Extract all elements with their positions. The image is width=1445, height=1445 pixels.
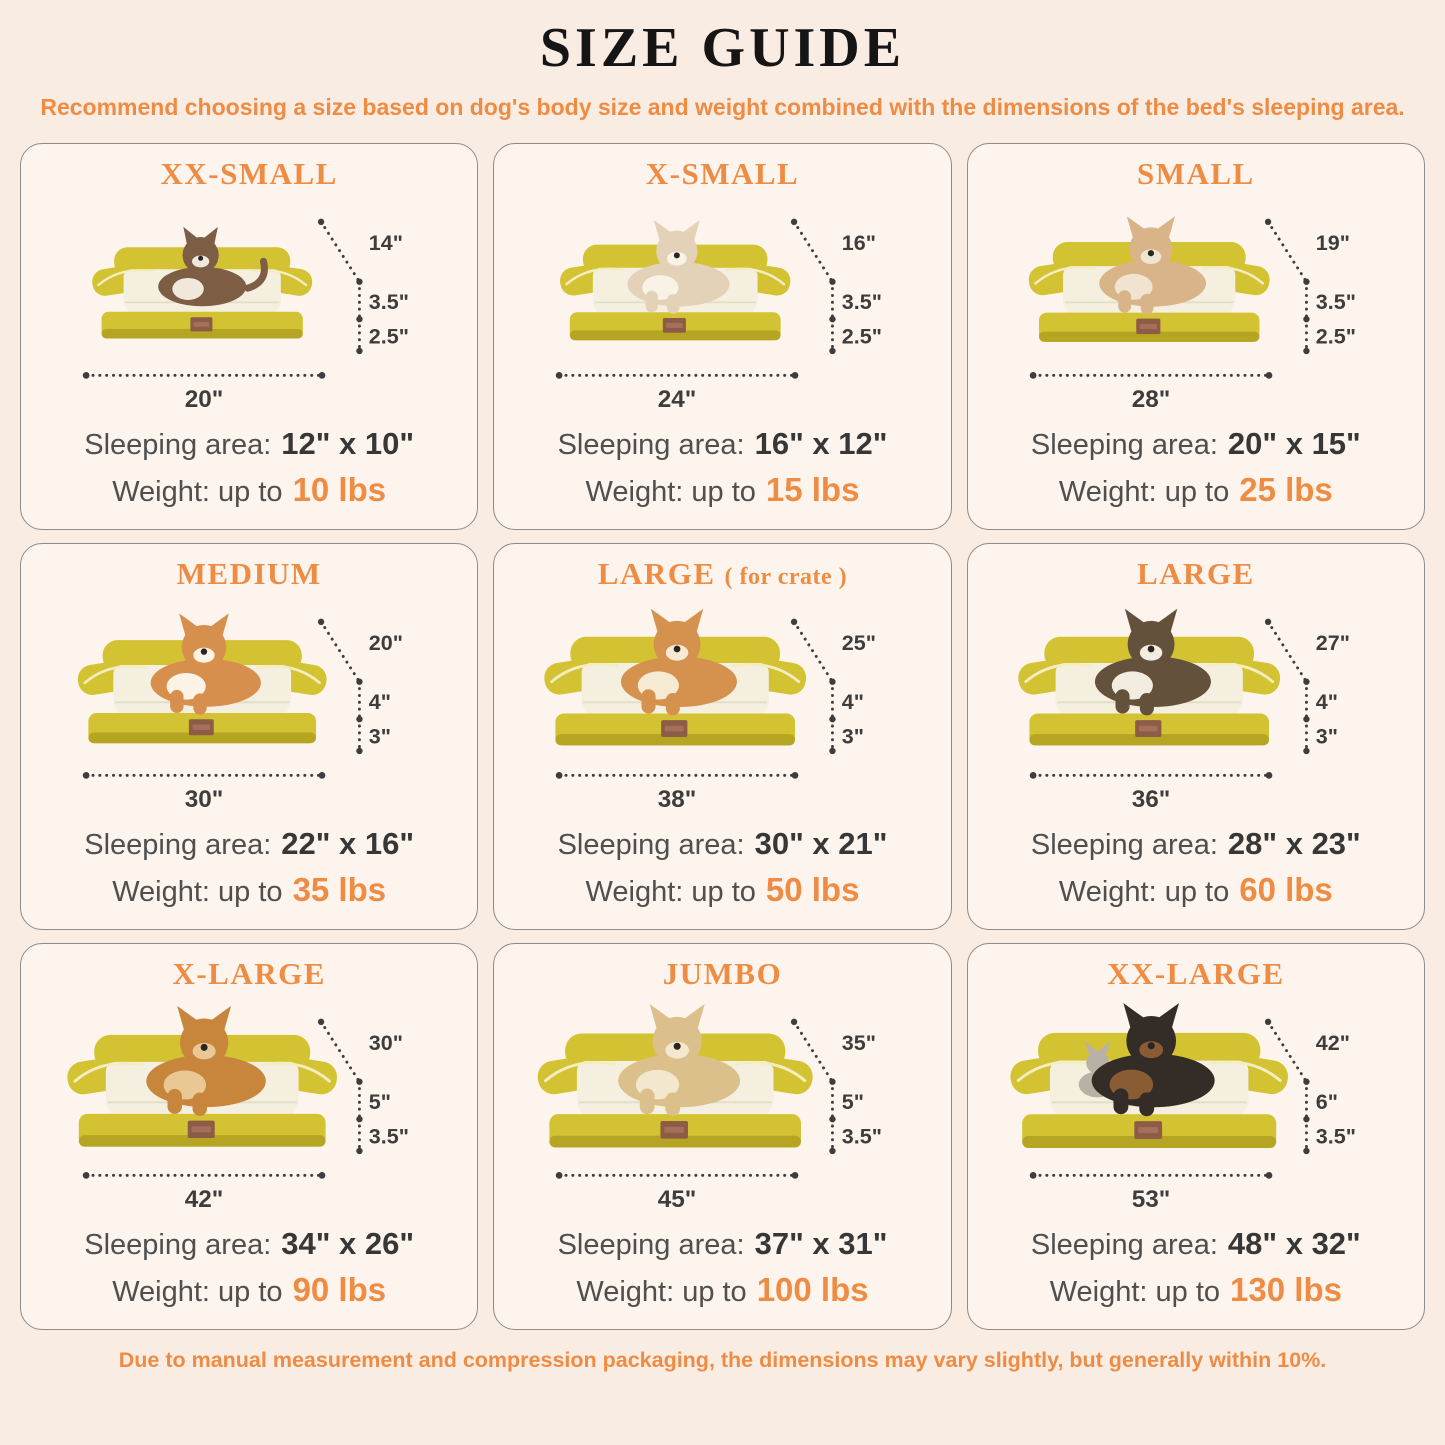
size-card: [967, 543, 1425, 930]
dim-diagonal-label: 30": [368, 1030, 404, 1055]
size-card-title: [1137, 156, 1255, 192]
dim-width-label: 24": [658, 386, 697, 414]
page-subtitle: Recommend choosing a size based on dog's body size and weight combined with the dimensions of the bed's sleeping area.: [40, 94, 1405, 120]
dim-bolster-height-label: 3.5": [1315, 289, 1356, 314]
bed-illustration: [29, 990, 469, 1224]
dim-width-label: 30": [184, 786, 224, 814]
weight-line: [112, 870, 386, 917]
weight-label: Weight: up to: [585, 876, 756, 908]
weight-value: 60 lbs: [1239, 871, 1333, 908]
size-card: [20, 143, 478, 530]
size-name: XX-LARGE: [1107, 956, 1285, 991]
size-name: X-SMALL: [645, 156, 800, 191]
sleeping-area-label: Sleeping area:: [84, 429, 272, 461]
weight-line: [1050, 1270, 1342, 1317]
dim-bolster-height-label: 5": [368, 1089, 392, 1114]
weight-line: [112, 1270, 386, 1317]
size-card-title: [172, 956, 325, 992]
size-card-title: [177, 556, 322, 592]
size-name: XX-SMALL: [160, 156, 338, 191]
page-title: SIZE GUIDE: [539, 17, 906, 79]
weight-value: 25 lbs: [1239, 471, 1333, 508]
bed-illustration: [502, 190, 942, 424]
dim-base-height-label: 2.5": [1315, 324, 1356, 349]
sleeping-area-value: 37" x 31": [754, 1226, 888, 1261]
dim-bolster-height-label: 3.5": [842, 289, 883, 314]
dim-bolster-height-label: 4": [368, 689, 392, 714]
weight-value: 100 lbs: [756, 1271, 869, 1308]
size-name: LARGE: [1136, 556, 1255, 591]
dim-bolster-height-label: 6": [1315, 1089, 1338, 1114]
size-cards-grid: [20, 143, 1425, 1330]
bed-group: [1027, 216, 1272, 342]
bed-illustration: [29, 190, 469, 424]
bed-group: [65, 1006, 339, 1147]
sleeping-area-value: 34" x 26": [281, 1226, 415, 1261]
dim-base-height-label: 2.5": [842, 324, 883, 349]
sleeping-area-value: 20" x 15": [1227, 426, 1361, 461]
weight-line: [112, 470, 386, 517]
weight-value: 10 lbs: [292, 471, 387, 508]
weight-line: [576, 1270, 868, 1317]
dim-width-label: 45": [658, 1186, 697, 1214]
sleeping-area-value: 28" x 23": [1227, 826, 1361, 861]
sleeping-area-label: Sleeping area:: [557, 429, 745, 461]
weight-label: Weight: up to: [112, 876, 283, 908]
sleeping-area-line: [1031, 824, 1361, 870]
size-card: [20, 543, 478, 930]
bed-illustration: [976, 990, 1416, 1224]
sleeping-area-line: [558, 824, 888, 870]
size-card-title: [1137, 556, 1255, 592]
sleeping-area-label: Sleeping area:: [557, 1229, 745, 1261]
weight-line: [1059, 470, 1333, 517]
dim-diagonal-label: 25": [842, 630, 877, 655]
size-name: X-LARGE: [172, 956, 326, 991]
sleeping-area-value: 16" x 12": [754, 426, 888, 461]
bed-group: [1008, 1003, 1290, 1148]
weight-value: 130 lbs: [1230, 1271, 1342, 1308]
size-name: JUMBO: [662, 956, 783, 991]
bed-illustration: [29, 590, 469, 824]
dim-bolster-height-label: 5": [842, 1089, 865, 1114]
size-card: [493, 943, 951, 1330]
weight-line: [586, 870, 860, 917]
dim-width-label: 42": [184, 1186, 224, 1214]
size-card-title: [160, 156, 337, 192]
dim-base-height-label: 3": [1315, 724, 1338, 749]
sleeping-area-line: [84, 1224, 414, 1270]
weight-label: Weight: up to: [1058, 876, 1230, 908]
dim-base-height-label: 3.5": [368, 1124, 410, 1149]
size-card: [493, 543, 951, 930]
size-card: [20, 943, 478, 1330]
dim-width-label: 53": [1131, 1186, 1171, 1214]
size-card: [493, 143, 951, 530]
dim-bolster-height-label: 4": [842, 689, 865, 714]
sleeping-area-line: [558, 1224, 888, 1270]
weight-line: [586, 470, 860, 517]
bed-group: [536, 1004, 815, 1147]
dim-bolster-height-label: 4": [1315, 689, 1338, 714]
weight-label: Weight: up to: [1058, 476, 1230, 508]
sleeping-area-label: Sleeping area:: [1030, 1229, 1218, 1261]
bed-group: [543, 609, 809, 746]
size-name-note: ( for crate ): [724, 564, 848, 590]
dim-diagonal-label: 19": [1315, 230, 1350, 255]
weight-label: Weight: up to: [1049, 1276, 1221, 1308]
dim-width-label: 20": [184, 386, 224, 414]
weight-value: 15 lbs: [765, 471, 860, 508]
size-card-title: [646, 156, 799, 192]
bed-group: [91, 227, 315, 339]
size-name: MEDIUM: [176, 556, 322, 591]
sleeping-area-line: [1031, 424, 1361, 470]
sleeping-area-value: 12" x 10": [281, 426, 415, 461]
size-name: SMALL: [1136, 156, 1255, 191]
weight-line: [1059, 870, 1333, 917]
dim-base-height-label: 3": [368, 724, 392, 749]
dim-diagonal-label: 42": [1315, 1030, 1350, 1055]
sleeping-area-value: 30" x 21": [754, 826, 888, 861]
sleeping-area-line: [558, 424, 888, 470]
dim-width-label: 38": [658, 786, 697, 814]
bed-group: [559, 220, 793, 340]
dim-width-label: 36": [1131, 786, 1171, 814]
bed-illustration: [502, 590, 942, 824]
sleeping-area-label: Sleeping area:: [557, 829, 745, 861]
weight-label: Weight: up to: [585, 476, 756, 508]
bed-group: [76, 613, 329, 743]
sleeping-area-label: Sleeping area:: [1030, 429, 1218, 461]
bed-group: [1016, 609, 1282, 746]
weight-value: 50 lbs: [765, 871, 860, 908]
dim-diagonal-label: 35": [842, 1030, 877, 1055]
dim-width-label: 28": [1131, 386, 1171, 414]
size-name: LARGE: [597, 556, 716, 591]
dim-diagonal-label: 20": [368, 630, 404, 655]
dim-diagonal-label: 14": [368, 230, 404, 255]
dim-base-height-label: 2.5": [368, 324, 410, 349]
dim-base-height-label: 3.5": [842, 1124, 883, 1149]
weight-label: Weight: up to: [112, 1276, 283, 1308]
size-card-title: [598, 556, 847, 592]
sleeping-area-label: Sleeping area:: [84, 1229, 272, 1261]
size-card: [967, 143, 1425, 530]
dim-base-height-label: 3.5": [1315, 1124, 1356, 1149]
weight-value: 90 lbs: [292, 1271, 387, 1308]
weight-label: Weight: up to: [576, 1276, 747, 1308]
weight-label: Weight: up to: [112, 476, 283, 508]
sleeping-area-value: 48" x 32": [1227, 1226, 1361, 1261]
sleeping-area-line: [84, 424, 414, 470]
sleeping-area-label: Sleeping area:: [1030, 829, 1218, 861]
weight-value: 35 lbs: [292, 871, 387, 908]
size-card-title: [663, 956, 782, 992]
bed-illustration: [502, 990, 942, 1224]
sleeping-area-line: [1031, 1224, 1361, 1270]
dim-diagonal-label: 27": [1315, 630, 1350, 655]
sleeping-area-value: 22" x 16": [281, 826, 415, 861]
page-footnote: Due to manual measurement and compression packaging, the dimensions may vary slightly, but generally within 10%.: [118, 1348, 1327, 1372]
dim-base-height-label: 3": [842, 724, 865, 749]
dim-diagonal-label: 16": [842, 230, 877, 255]
bed-illustration: [976, 590, 1416, 824]
sleeping-area-line: [84, 824, 414, 870]
dim-bolster-height-label: 3.5": [368, 289, 410, 314]
size-card: [967, 943, 1425, 1330]
sleeping-area-label: Sleeping area:: [84, 829, 272, 861]
size-card-title: [1107, 956, 1284, 992]
bed-illustration: [976, 190, 1416, 424]
